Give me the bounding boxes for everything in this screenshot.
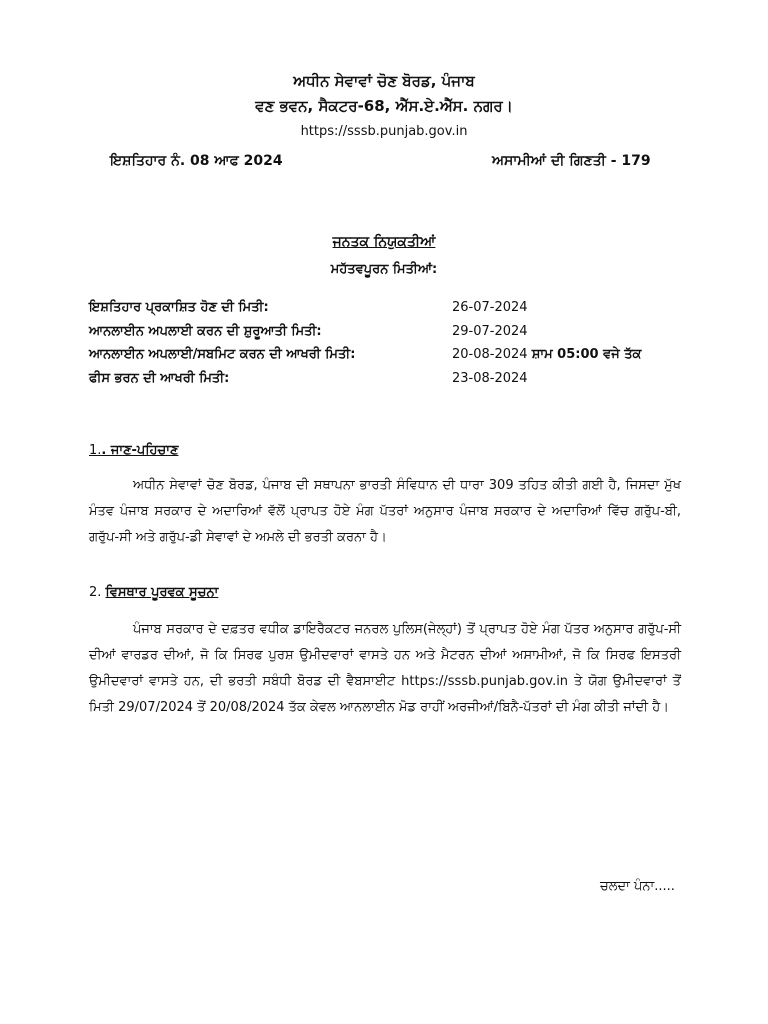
- org-address: ਵਣ ਭਵਨ, ਸੈਕਟਰ-68, ਐੱਸ.ਏ.ਐੱਸ. ਨਗਰ।: [255, 97, 513, 115]
- section-2-title: ਵਿਸਥਾਰ ਪੂਰਵਕ ਸੂਚਨਾ: [105, 585, 219, 600]
- page-continued-note: ਚਲਦਾ ਪੰਨਾ.....: [600, 879, 675, 894]
- section-2-body: [89, 617, 681, 721]
- date-value-last-submit: [452, 347, 641, 362]
- section-1-heading: [89, 443, 178, 458]
- posts-count: ਅਸਾਮੀਆਂ ਦੀ ਗਿਣਤੀ - 179: [492, 153, 651, 169]
- date-value-last-submit-date: 20-08-2024: [452, 347, 528, 362]
- date-label-start: ਆਨਲਾਈਨ ਅਪਲਾਈ ਕਰਨ ਦੀ ਸ਼ੁਰੂਆਤੀ ਮਿਤੀ:: [89, 324, 322, 339]
- date-value-published: 26-07-2024: [452, 300, 528, 315]
- section-1-number: 1.: [89, 443, 102, 458]
- date-label-published: ਇਸ਼ਤਿਹਾਰ ਪ੍ਰਕਾਸ਼ਿਤ ਹੋਣ ਦੀ ਮਿਤੀ:: [89, 300, 269, 315]
- notice-title: ਜਨਤਕ ਨਿਯੁਕਤੀਆਂ: [332, 234, 436, 250]
- date-label-fee: ਫੀਸ ਭਰਨ ਦੀ ਆਖਰੀ ਮਿਤੀ:: [89, 371, 230, 386]
- section-1-text: ਅਧੀਨ ਸੇਵਾਵਾਂ ਚੋਣ ਬੋਰਡ, ਪੰਜਾਬ ਦੀ ਸਥਾਪਨਾ ਭਾਰਤੀ ਸੰਵਿਧਾਨ ਦੀ ਧਾਰਾ 309 ਤਹਿਤ ਕੀਤੀ ਗਈ ਹੈ, ਜਿਸਦਾ ਮੁੱਖ ਮੰਤਵ ਪੰਜਾਬ ਸਰਕਾਰ ਦੇ ਅਦਾਰਿਆਂ ਵੱਲੋਂ ਪ੍ਰਾਪਤ ਹੋਏ ਮੰਗ ਪੱਤਰਾਂ ਅਨੁਸਾਰ ਪੰਜਾਬ ਸਰਕਾਰ ਦੇ ਅਦਾਰਿਆਂ ਵਿੱਚ ਗਰੁੱਪ-ਬੀ, ਗਰੁੱਪ-ਸੀ ਅਤੇ ਗਰੁੱਪ-ਡੀ ਸੇਵਾਵਾਂ ਦੇ ਅਮਲੇ ਦੀ ਭਰਤੀ ਕਰਨਾ ਹੈ।: [89, 478, 681, 545]
- date-value-start: 29-07-2024: [452, 324, 528, 339]
- date-value-last-submit-time: ਸ਼ਾਮ 05:00 ਵਜੇ ਤੱਕ: [531, 347, 642, 362]
- important-dates-heading: ਮਹੱਤਵਪੂਰਨ ਮਿਤੀਆਂ:: [330, 262, 438, 277]
- date-label-last-submit: ਆਨਲਾਈਨ ਅਪਲਾਈ/ਸਬਮਿਟ ਕਰਨ ਦੀ ਆਖਰੀ ਮਿਤੀ:: [89, 347, 356, 362]
- section-2-heading: [89, 585, 218, 600]
- org-name: ਅਧੀਨ ਸੇਵਾਵਾਂ ਚੋਣ ਬੋਰਡ, ਪੰਜਾਬ: [293, 72, 475, 90]
- advertisement-number: ਇਸ਼ਤਿਹਾਰ ਨੰ. 08 ਆਫ 2024: [110, 153, 283, 169]
- section-1-title: . ਜਾਣ-ਪਹਿਚਾਣ: [101, 443, 179, 458]
- org-website: https://sssb.punjab.gov.in: [300, 124, 468, 139]
- date-value-fee: 23-08-2024: [452, 371, 528, 386]
- section-2-number: 2.: [89, 585, 102, 600]
- section-2-text: ਪੰਜਾਬ ਸਰਕਾਰ ਦੇ ਦਫ਼ਤਰ ਵਧੀਕ ਡਾਇਰੈਕਟਰ ਜਨਰਲ ਪੁਲਿਸ(ਜੇਲ੍ਹਾਂ) ਤੋਂ ਪ੍ਰਾਪਤ ਹੋਏ ਮੰਗ ਪੱਤਰ ਅਨੁਸਾਰ ਗਰੁੱਪ-ਸੀ ਦੀਆਂ ਵਾਰਡਰ ਦੀਆਂ, ਜੋ ਕਿ ਸਿਰਫ ਪੁਰਸ਼ ਉਮੀਦਵਾਰਾਂ ਵਾਸਤੇ ਹਨ ਅਤੇ ਮੈਟਰਨ ਦੀਆਂ ਅਸਾਮੀਆਂ, ਜੋ ਕਿ ਸਿਰਫ ਇਸਤਰੀ ਉਮੀਦਵਾਰਾਂ ਵਾਸਤੇ ਹਨ, ਦੀ ਭਰਤੀ ਸਬੰਧੀ ਬੋਰਡ ਦੀ ਵੈਬਸਾਈਟ https://sssb.punjab.gov.in ਤੇ ਯੋਗ ਉਮੀਦਵਾਰਾਂ ਤੋਂ ਮਿਤੀ 29/07/2024 ਤੋਂ 20/08/2024 ਤੱਕ ਕੇਵਲ ਆਨਲਾਈਨ ਮੋਡ ਰਾਹੀਂ ਅਰਜੀਆਂ/ਬਿਨੈ-ਪੱਤਰਾਂ ਦੀ ਮੰਗ ਕੀਤੀ ਜਾਂਦੀ ਹੈ।: [89, 622, 681, 715]
- section-1-body: [89, 473, 681, 551]
